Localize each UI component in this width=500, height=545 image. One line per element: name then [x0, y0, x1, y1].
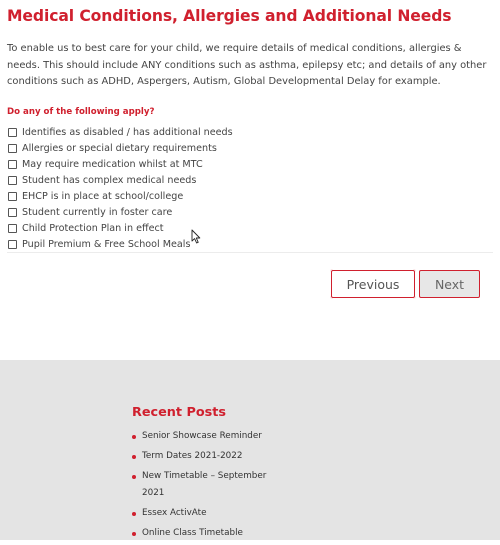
option-label: Identifies as disabled / has additional needs — [22, 126, 233, 138]
checkbox-icon[interactable] — [8, 208, 17, 217]
option-ehcp[interactable] — [8, 188, 233, 204]
post-link[interactable]: Senior Showcase Reminder — [132, 428, 282, 445]
page-title: Medical Conditions, Allergies and Additional Needs — [7, 7, 452, 25]
footer — [0, 360, 500, 540]
checkbox-icon[interactable] — [8, 192, 17, 201]
option-label: May require medication whilst at MTC — [22, 158, 203, 170]
option-foster-care[interactable] — [8, 204, 233, 220]
option-allergies[interactable] — [8, 140, 233, 156]
option-label: EHCP is in place at school/college — [22, 190, 184, 202]
checkbox-icon[interactable] — [8, 160, 17, 169]
question-label: Do any of the following apply? — [7, 107, 155, 117]
checkbox-icon[interactable] — [8, 128, 17, 137]
recent-posts-list — [132, 428, 282, 545]
previous-button[interactable]: Previous — [331, 270, 415, 298]
option-label: Student has complex medical needs — [22, 174, 197, 186]
intro-text: To enable us to best care for your child, we require details of medical conditions, allergies & needs. This should include ANY conditions such as asthma, epilepsy etc; and details of any other conditions such as ADHD, Aspergers, Autism, Global Developmental Delay for example. — [7, 43, 487, 88]
option-disabled[interactable] — [8, 124, 233, 140]
option-medication[interactable] — [8, 156, 233, 172]
option-label: Child Protection Plan in effect — [22, 222, 164, 234]
option-label: Allergies or special dietary requirements — [22, 142, 217, 154]
post-link[interactable]: Online Class Timetable — [132, 525, 282, 542]
option-complex-medical[interactable] — [8, 172, 233, 188]
checkbox-icon[interactable] — [8, 224, 17, 233]
next-button[interactable]: Next — [419, 270, 480, 298]
recent-posts-title: Recent Posts — [132, 405, 227, 420]
checkbox-icon[interactable] — [8, 240, 17, 249]
post-link[interactable]: Term Dates 2021-2022 — [132, 448, 282, 465]
option-label: Pupil Premium & Free School Meals — [22, 238, 191, 250]
mouse-pointer-icon — [191, 229, 201, 248]
checkbox-icon[interactable] — [8, 176, 17, 185]
post-link[interactable]: New Timetable – September 2021 — [132, 468, 282, 502]
divider — [7, 252, 493, 253]
checkbox-icon[interactable] — [8, 144, 17, 153]
post-link[interactable]: Essex ActivAte — [132, 505, 282, 522]
option-label: Student currently in foster care — [22, 206, 173, 218]
